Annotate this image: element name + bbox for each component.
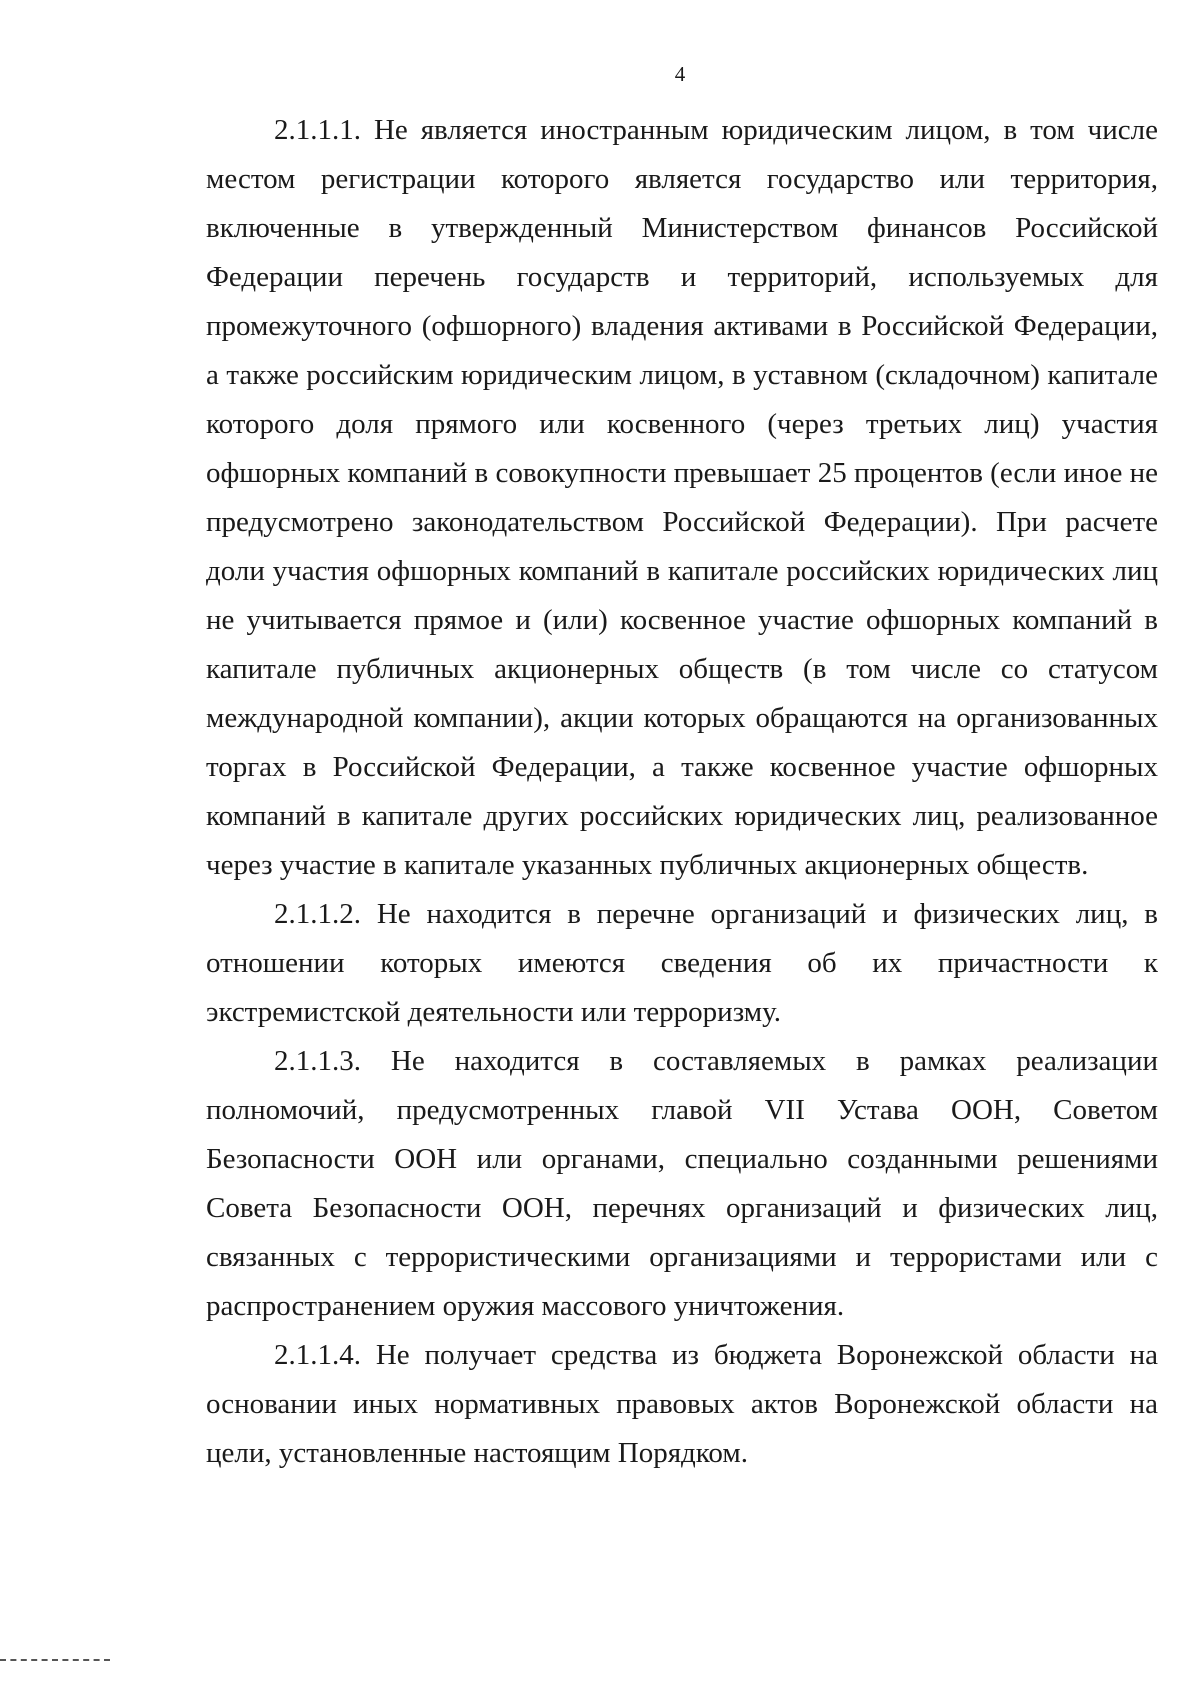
scan-edge-mark (0, 1659, 110, 1661)
page-number: 4 (674, 62, 686, 86)
paragraph-2-1-1-1: 2.1.1.1. Не является иностранным юридическим лицом, в том числе местом регистрации которого является государство или территория, включенные в утвержденный Министерством финансов Российской Федерации перечень государств и территорий, используемых для промежуточного (офшорного) владения активами в Российской Федерации, а также российским юридическим лицом, в уставном (складочном) капитале которого доля прямого или косвенного (через третьих лиц) участия офшорных компаний в совокупности превышает 25 процентов (если иное не предусмотрено законодательством Российской Федерации). При расчете доли участия офшорных компаний в капитале российских юридических лиц не учитывается прямое и (или) косвенное участие офшорных компаний в капитале публичных акционерных обществ (в том числе со статусом международной компании), акции которых обращаются на организованных торгах в Российской Федерации, а также косвенное участие офшорных компаний в капитале других российских юридических лиц, реализованное через участие в капитале указанных публичных акционерных обществ. (206, 114, 1158, 881)
paragraph-2-1-1-3: 2.1.1.3. Не находится в составляемых в рамках реализации полномочий, предусмотренных главой VII Устава ООН, Советом Безопасности ООН или органами, специально созданными решениями Совета Безопасности ООН, перечнях организаций и физических лиц, связанных с террористическими организациями и террористами или с распространением оружия массового уничтожения. (206, 1045, 1158, 1322)
paragraph-2-1-1-2: 2.1.1.2. Не находится в перечне организаций и физических лиц, в отношении которых имеются сведения об их причастности к экстремистской деятельности или терроризму. (206, 898, 1158, 1028)
document-body (206, 106, 1158, 1478)
paragraph-2-1-1-4: 2.1.1.4. Не получает средства из бюджета Воронежской области на основании иных нормативных правовых актов Воронежской области на цели, установленные настоящим Порядком. (206, 1339, 1158, 1469)
